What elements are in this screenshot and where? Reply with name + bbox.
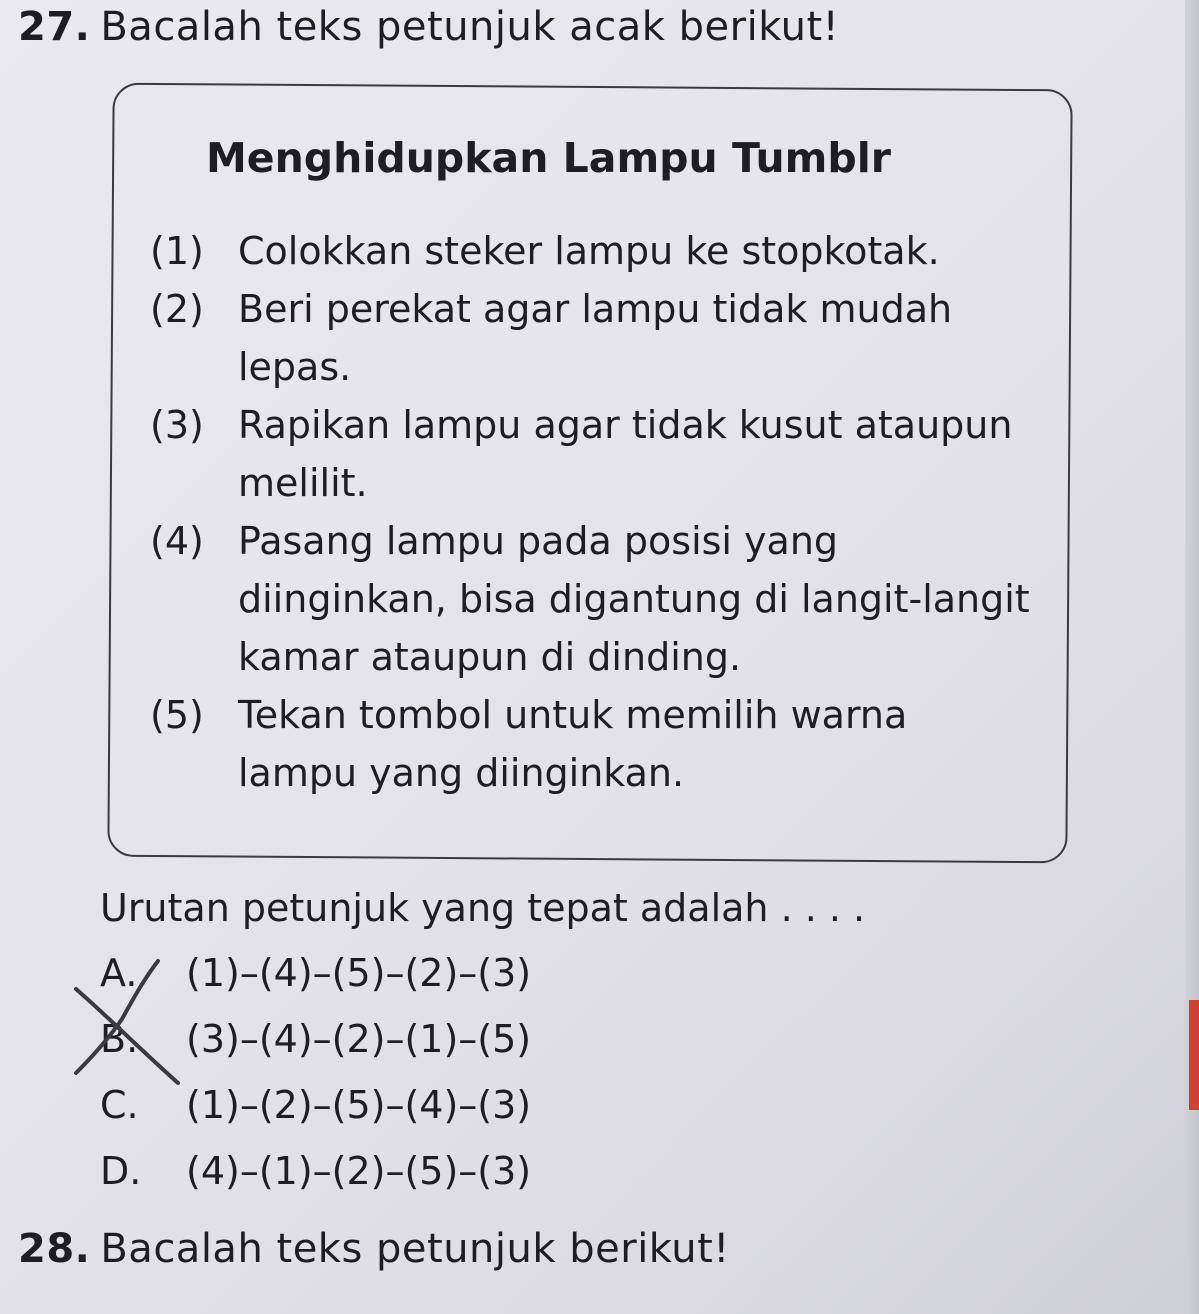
instruction-step xyxy=(150,280,1050,396)
option-text: (1)–(2)–(5)–(4)–(3) xyxy=(186,1083,532,1127)
hand-drawn-cross-mark xyxy=(66,955,186,1085)
question-28-number: 28. xyxy=(18,1226,91,1272)
option-text: (1)–(4)–(5)–(2)–(3) xyxy=(186,951,532,995)
step-text: Pasang lampu pada posisi yang diinginkan, bisa digantung di langit-langit kamar ataupun di dinding. xyxy=(238,519,1030,679)
instruction-box-title: Menghidupkan Lampu Tumblr xyxy=(206,134,891,182)
instruction-step xyxy=(150,686,1050,802)
instruction-step xyxy=(150,396,1050,512)
page-edge xyxy=(1185,0,1199,1314)
option-letter: A. xyxy=(100,951,138,995)
question-28-heading xyxy=(18,1226,730,1272)
step-number: (2) xyxy=(150,287,204,331)
question-27-heading xyxy=(18,4,839,50)
step-text: Colokkan steker lampu ke stopkotak. xyxy=(238,229,940,273)
instruction-steps-list xyxy=(150,222,1050,802)
option-letter: B. xyxy=(100,1017,139,1061)
instruction-step xyxy=(150,222,1050,280)
question-27-number: 27. xyxy=(18,4,91,50)
step-number: (1) xyxy=(150,229,204,273)
step-number: (3) xyxy=(150,403,204,447)
answer-option-d[interactable] xyxy=(100,1138,531,1204)
question-27-heading-text: Bacalah teks petunjuk acak berikut! xyxy=(100,4,840,50)
instruction-step xyxy=(150,512,1050,686)
option-letter: C. xyxy=(100,1083,139,1127)
step-text: Rapikan lampu agar tidak kusut ataupun melilit. xyxy=(238,403,1013,505)
question-prompt: Urutan petunjuk yang tepat adalah . . . . xyxy=(100,886,866,930)
question-28-heading-text: Bacalah teks petunjuk berikut! xyxy=(100,1226,730,1272)
step-number: (5) xyxy=(150,693,204,737)
step-text: Beri perekat agar lampu tidak mudah lepas. xyxy=(238,287,953,389)
option-text: (4)–(1)–(2)–(5)–(3) xyxy=(186,1149,532,1193)
step-number: (4) xyxy=(150,519,204,563)
page-tab-marker xyxy=(1189,1000,1199,1110)
option-text: (3)–(4)–(2)–(1)–(5) xyxy=(186,1017,532,1061)
step-text: Tekan tombol untuk memilih warna lampu yang diinginkan. xyxy=(238,693,908,795)
option-letter: D. xyxy=(100,1149,142,1193)
